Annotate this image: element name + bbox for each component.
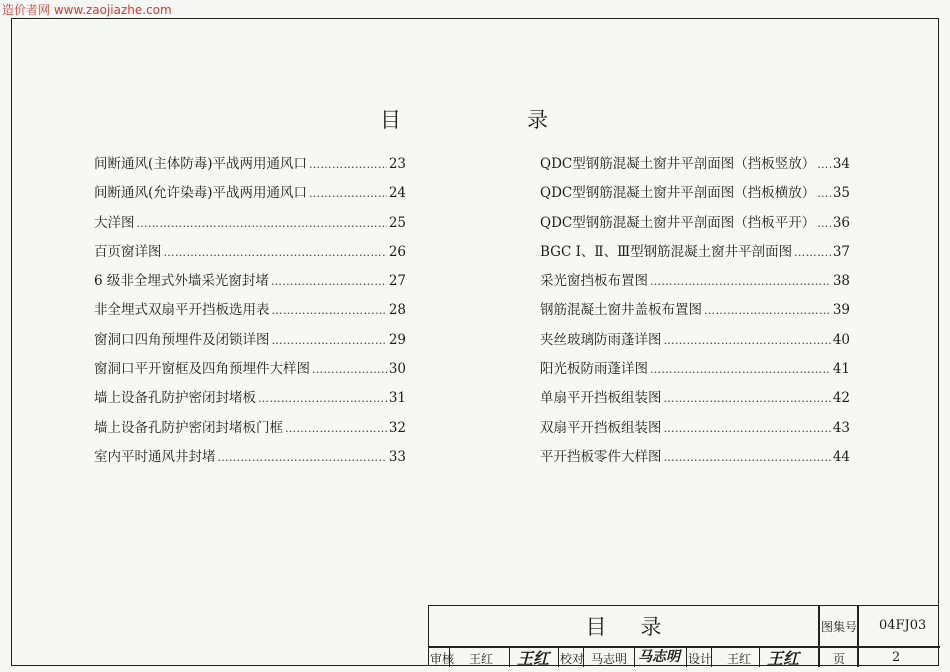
toc-entry-title: 墙上设备孔防护密闭封堵板门框 (94, 419, 283, 436)
toc-entry (540, 211, 850, 240)
review-label: 审核 (430, 652, 455, 666)
toc-entry-page: 39 (832, 302, 850, 319)
toc-entry-page: 41 (832, 361, 850, 378)
toc-entry-title: 间断通风(允许染毒)平战两用通风口 (94, 185, 308, 202)
toc-entry-title: QDC型钢筋混凝土窗井平剖面图（挡板平开） (540, 214, 816, 231)
toc-entry (540, 328, 850, 357)
toc-entry-title: 室内平时通风井封堵 (94, 448, 216, 465)
toc-dot-leader (271, 275, 387, 288)
toc-entry (540, 240, 850, 269)
reviewer-name: 王红 (469, 652, 494, 666)
toc-entry (94, 328, 406, 357)
toc-dot-leader (285, 422, 387, 435)
toc-entry-title: 夹丝玻璃防雨蓬详图 (540, 331, 662, 348)
toc-entry (94, 240, 406, 269)
toc-dot-leader (164, 246, 387, 259)
toc-dot-leader (137, 217, 387, 230)
toc-entry-title: 单扇平开挡板组装图 (540, 390, 662, 407)
title-block-title-char-2: 录 (640, 615, 662, 639)
toc-entry-page: 24 (388, 185, 406, 202)
title-block-title (429, 606, 818, 646)
toc-entry-title: 平开挡板零件大样图 (540, 448, 662, 465)
toc-entry-title: 钢筋混凝土窗井盖板布置图 (540, 302, 702, 319)
toc-dot-leader (794, 246, 831, 259)
toc-entry-page: 34 (832, 156, 850, 172)
toc-dot-leader (309, 187, 387, 200)
toc-entry (540, 416, 850, 445)
watermark: 造价者网 www.zaojiazhe.com (2, 3, 172, 17)
toc-entry (94, 386, 406, 415)
page-label: 页 (833, 652, 846, 666)
toc-entry-page: 32 (388, 419, 406, 436)
page-number: 2 (892, 650, 901, 665)
toc-entry (94, 269, 406, 298)
toc-entry (540, 298, 850, 327)
toc-entry (94, 445, 406, 474)
toc-entry-page: 42 (832, 390, 850, 407)
toc-entry-page: 40 (832, 331, 850, 348)
toc-entry-page: 36 (832, 214, 850, 231)
toc-entry-page: 31 (388, 390, 406, 407)
toc-entry-page: 25 (388, 214, 406, 231)
toc-dot-leader (309, 158, 387, 171)
toc-dot-leader (664, 422, 831, 435)
toc-entry (94, 211, 406, 240)
toc-entry-page: 28 (388, 302, 406, 319)
toc-dot-leader (664, 334, 831, 347)
toc-entry-page: 26 (388, 243, 406, 260)
toc-dot-leader (664, 392, 831, 405)
toc-dot-leader (817, 158, 831, 171)
toc-entry-title: 非全埋式双扇平开挡板选用表 (94, 302, 270, 319)
toc-entry (540, 357, 850, 386)
toc-entry-title: 窗洞口四角预埋件及闭锁详图 (94, 331, 270, 348)
toc-entry-title: 百页窗详图 (94, 243, 162, 260)
toc-entry-page: 29 (388, 331, 406, 348)
toc-entry-title: 阳光板防雨蓬详图 (540, 361, 648, 378)
toc-dot-leader (272, 334, 387, 347)
toc-entry (94, 357, 406, 386)
toc-left-column (94, 152, 406, 474)
designer-signature: 王红 (767, 649, 800, 668)
toc-dot-leader (258, 392, 387, 405)
toc-dot-leader (312, 363, 387, 376)
toc-entry (540, 445, 850, 474)
toc-dot-leader (817, 187, 831, 200)
toc-entry-title: QDC型钢筋混凝土窗井平剖面图（挡板竖放） (540, 156, 816, 172)
toc-right-column (540, 152, 850, 474)
toc-dot-leader (650, 363, 831, 376)
toc-dot-leader (650, 275, 831, 288)
atlas-no: 04FJ03 (879, 618, 927, 633)
toc-entry-title: 双扇平开挡板组装图 (540, 419, 662, 436)
toc-entry-title: BGC Ⅰ、Ⅱ、Ⅲ型钢筋混凝土窗井平剖面图 (540, 243, 793, 260)
toc-entry (94, 416, 406, 445)
page-title-char-2: 录 (527, 108, 548, 132)
toc-entry (540, 152, 850, 181)
checker-signature: 马志明 (638, 649, 680, 665)
atlas-no-label: 图集号 (821, 620, 858, 634)
toc-entry-page: 44 (832, 448, 850, 465)
toc-entry (540, 269, 850, 298)
checker-name: 马志明 (591, 652, 628, 666)
toc-entry (540, 386, 850, 415)
toc-dot-leader (218, 451, 387, 464)
toc-entry-page: 33 (388, 448, 406, 465)
toc-entry-page: 37 (832, 243, 850, 260)
title-block (428, 605, 939, 666)
toc-entry-title: 采光窗挡板布置图 (540, 273, 648, 290)
toc-entry-page: 30 (388, 361, 406, 378)
toc-entry-page: 27 (388, 273, 406, 290)
toc-entry-page: 43 (832, 419, 850, 436)
toc-entry (94, 298, 406, 327)
toc-entry-page: 38 (832, 273, 850, 290)
toc-entry (94, 181, 406, 210)
toc-dot-leader (272, 304, 387, 317)
toc-dot-leader (664, 451, 831, 464)
toc-entry (540, 181, 850, 210)
check-label: 校对 (560, 652, 585, 666)
toc-entry-page: 35 (832, 185, 850, 202)
design-label: 设计 (688, 652, 713, 666)
designer-name: 王红 (727, 652, 752, 666)
toc-entry-page: 23 (388, 156, 406, 172)
toc-entry-title: 窗洞口平开窗框及四角预埋件大样图 (94, 361, 310, 378)
title-block-title-char-1: 目 (585, 615, 607, 639)
toc-entry-title: 墙上设备孔防护密闭封堵板 (94, 390, 256, 407)
toc-entry-title: 6 级非全埋式外墙采光窗封堵 (94, 273, 269, 290)
toc-entry-title: 大洋图 (94, 214, 135, 231)
toc-entry-title: QDC型钢筋混凝土窗井平剖面图（挡板横放） (540, 185, 816, 202)
toc-entry (94, 152, 406, 181)
page-title-char-1: 目 (380, 108, 401, 132)
toc-dot-leader (704, 304, 831, 317)
reviewer-signature: 王红 (517, 649, 550, 668)
toc-entry-title: 间断通风(主体防毒)平战两用通风口 (94, 156, 308, 172)
toc-dot-leader (817, 217, 831, 230)
